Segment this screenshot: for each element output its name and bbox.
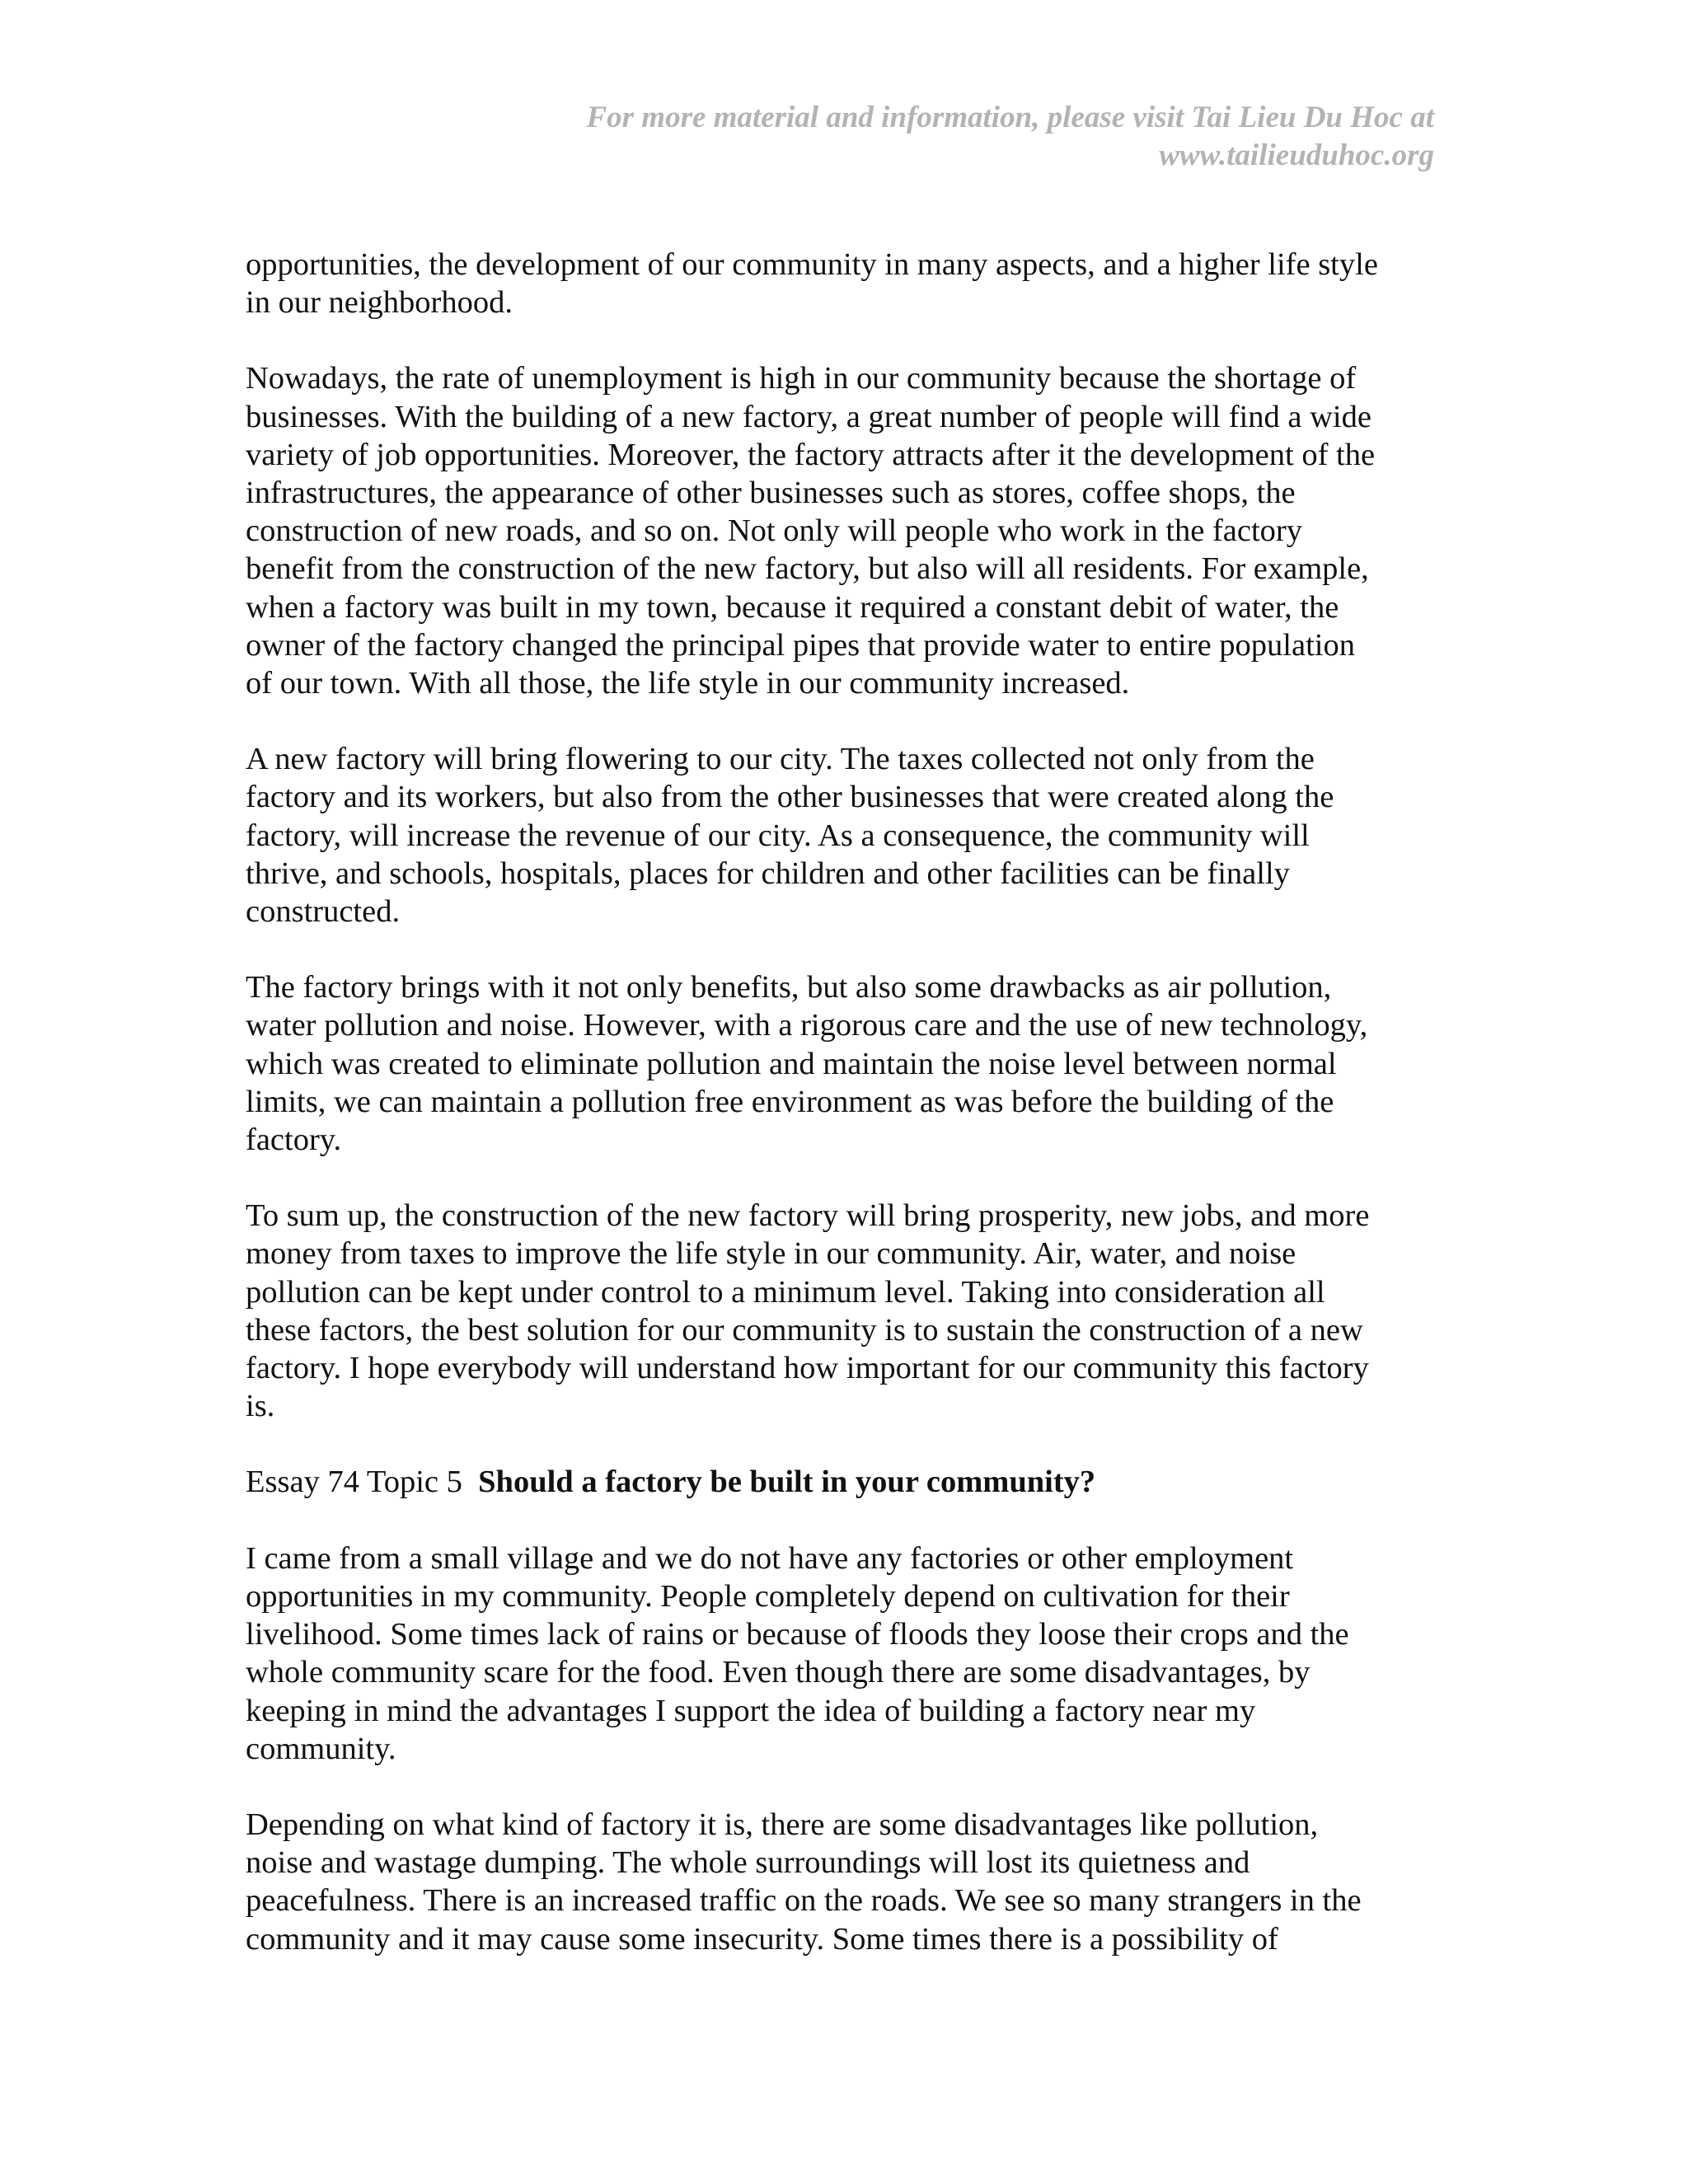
- paragraph-line: peacefulness. There is an increased traffic on the roads. We see so many strangers in the: [246, 1883, 1362, 1919]
- paragraph-line: of our town. With all those, the life style in our community increased.: [246, 666, 1130, 701]
- essay-title: Should a factory be built in your community?: [478, 1465, 1096, 1500]
- paragraph-line: constructed.: [246, 894, 401, 930]
- paragraph-line: factory.: [246, 1122, 342, 1158]
- paragraph-line: benefit from the construction of the new factory, but also will all residents. For example,: [246, 551, 1369, 587]
- paragraph: [246, 1197, 1449, 1425]
- paragraph-line: opportunities, the development of our community in many aspects, and a higher life style: [246, 247, 1378, 282]
- paragraph-line: businesses. With the building of a new factory, a great number of people will find a wide: [246, 399, 1372, 434]
- paragraph-line: A new factory will bring flowering to our city. The taxes collected not only from the: [246, 742, 1315, 777]
- paragraph-line: pollution can be kept under control to a minimum level. Taking into consideration all: [246, 1274, 1325, 1310]
- paragraph-line: these factors, the best solution for our community is to sustain the construction of a new: [246, 1312, 1363, 1347]
- header-url: www.tailieuduhoc.org: [1159, 138, 1434, 172]
- paragraph-line: infrastructures, the appearance of other businesses such as stores, coffee shops, the: [246, 476, 1296, 511]
- paragraph-line: whole community scare for the food. Even though there are some disadvantages, by: [246, 1655, 1311, 1690]
- paragraph-line: I came from a small village and we do not have any factories or other employment: [246, 1540, 1294, 1576]
- paragraph-line: when a factory was built in my town, because it required a constant debit of water, the: [246, 589, 1339, 625]
- paragraph-line: owner of the factory changed the principal pipes that provide water to entire population: [246, 627, 1355, 663]
- paragraph-line: factory and its workers, but also from the other businesses that were created along the: [246, 780, 1334, 815]
- paragraph: [246, 968, 1449, 1159]
- paragraph-line: factory, will increase the revenue of our city. As a consequence, the community will: [246, 818, 1310, 853]
- essay-74-body: [246, 1540, 1449, 1958]
- paragraph-line: is.: [246, 1389, 275, 1424]
- paragraph-line: thrive, and schools, hospitals, places for children and other facilities can be finally: [246, 855, 1290, 891]
- paragraph-line: limits, we can maintain a pollution free environment as was before the building of the: [246, 1084, 1334, 1119]
- page-header: [445, 99, 1434, 175]
- essay-label: Essay 74 Topic 5: [246, 1465, 462, 1500]
- paragraph-line: community.: [246, 1731, 396, 1766]
- paragraph-line: water pollution and noise. However, with a rigorous care and the use of new technology,: [246, 1008, 1368, 1043]
- paragraph-line: in our neighborhood.: [246, 285, 513, 321]
- paragraph-line: money from taxes to improve the life style in our community. Air, water, and noise: [246, 1236, 1296, 1272]
- paragraph-line: Depending on what kind of factory it is, there are some disadvantages like pollution,: [246, 1807, 1319, 1842]
- paragraph-line: opportunities in my community. People completely depend on cultivation for their: [246, 1578, 1290, 1614]
- essay-heading: [246, 1463, 1449, 1501]
- paragraph: [246, 1540, 1449, 1768]
- essay-73-body: [246, 246, 1449, 1425]
- document-body: [246, 246, 1449, 1996]
- paragraph-line: noise and wastage dumping. The whole surroundings will lost its quietness and: [246, 1845, 1250, 1881]
- paragraph-line: which was created to eliminate pollution and maintain the noise level between normal: [246, 1046, 1337, 1081]
- paragraph: [246, 740, 1449, 930]
- header-line-1: For more material and information, please visit Tai Lieu Du Hoc at: [586, 101, 1434, 134]
- paragraph-line: Nowadays, the rate of unemployment is high in our community because the shortage of: [246, 361, 1357, 396]
- paragraph-line: variety of job opportunities. Moreover, the factory attracts after it the development of the: [246, 437, 1376, 472]
- paragraph-line: To sum up, the construction of the new factory will bring prosperity, new jobs, and more: [246, 1198, 1370, 1234]
- paragraph-line: livelihood. Some times lack of rains or because of floods they loose their crops and the: [246, 1617, 1349, 1652]
- paragraph-line: keeping in mind the advantages I support the idea of building a factory near my: [246, 1693, 1256, 1728]
- paragraph: [246, 246, 1449, 321]
- paragraph-line: factory. I hope everybody will understand how important for our community this factory: [246, 1351, 1369, 1386]
- paragraph-line: community and it may cause some insecurity. Some times there is a possibility of: [246, 1921, 1278, 1957]
- paragraph: [246, 1806, 1449, 1958]
- paragraph-line: construction of new roads, and so on. Not only will people who work in the factory: [246, 513, 1303, 549]
- paragraph: [246, 359, 1449, 702]
- paragraph-line: The factory brings with it not only benefits, but also some drawbacks as air pollution,: [246, 970, 1332, 1005]
